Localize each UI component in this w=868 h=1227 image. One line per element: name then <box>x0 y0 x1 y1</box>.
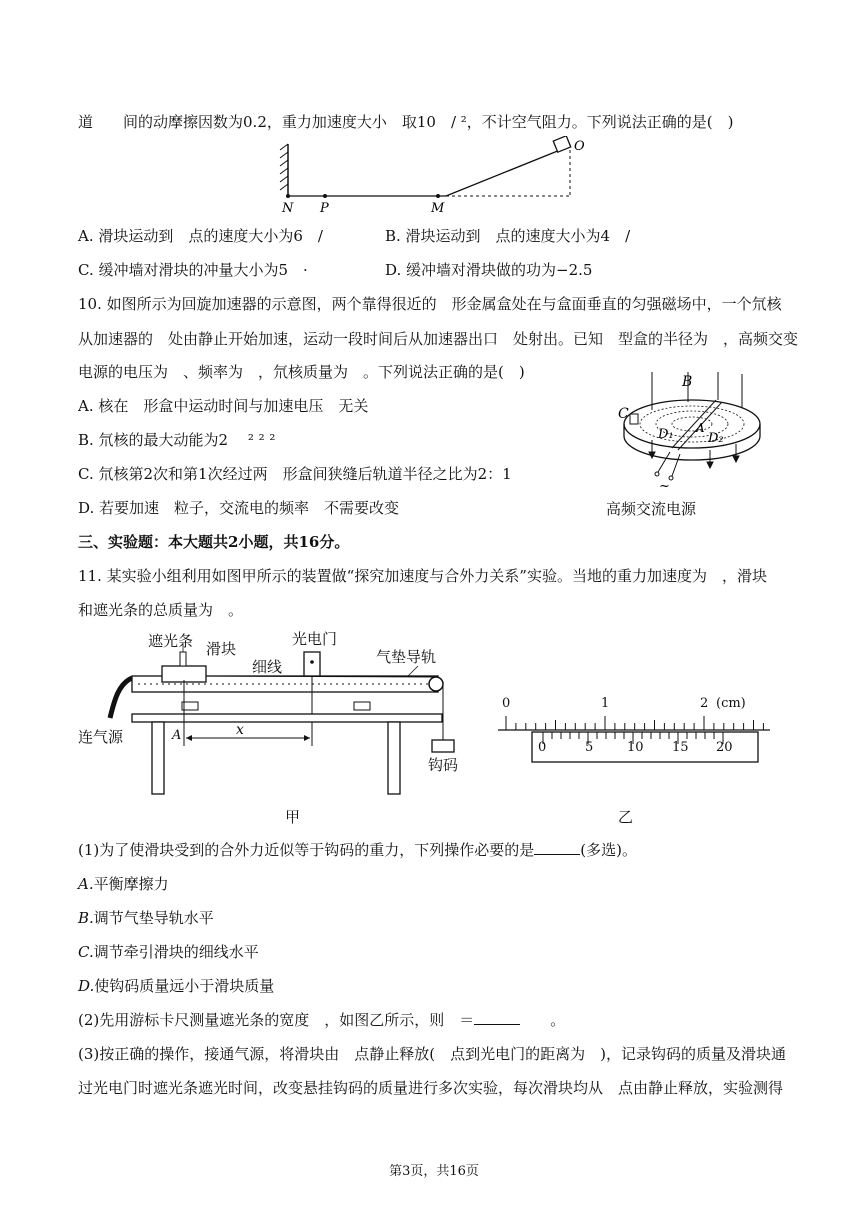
q11-part-1-tail: (多选)。 <box>580 841 637 859</box>
q11-part-2 <box>78 1010 565 1030</box>
choice-text: 使钩码质量远小于滑块质量 <box>94 977 275 995</box>
q9-option-d: D. 缓冲墙对滑块做的功为−2.5 <box>385 261 593 279</box>
q9-option-c: C. 缓冲墙对滑块的冲量大小为5 · <box>78 261 308 279</box>
choice-letter: B. <box>78 909 94 927</box>
label-o: O <box>574 139 585 154</box>
q10-option-c: C. 氘核第2次和第1次经过两 形盒间狭缝后轨道半径之比为2：1 <box>78 465 512 483</box>
air-hose <box>110 678 132 718</box>
photogate <box>304 652 320 676</box>
q9-stem-tail: 道 间的动摩擦因数为0.2，重力加速度大小 取10 / ²，不计空气阻力。下列说法正确的是( ) <box>78 113 734 131</box>
choice-text: 调节牵引滑块的细线水平 <box>93 943 259 961</box>
label-c: C <box>618 406 629 422</box>
label-a-point: A <box>172 728 182 743</box>
q10-stem-line-3: 电源的电压为 、频率为 ，氘核质量为 。下列说法正确的是( ) <box>78 363 525 381</box>
vernier-tick-label-15: 15 <box>672 740 689 755</box>
leader-track <box>408 666 418 676</box>
section-3-title: 三、实验题：本大题共2小题，共16分。 <box>78 533 350 551</box>
wall-hatch <box>280 144 288 196</box>
label-d2: D₂ <box>708 431 724 446</box>
q11-choice-a <box>78 874 169 894</box>
vernier-tick-label-20: 20 <box>716 740 733 755</box>
point-p <box>323 194 327 198</box>
fig-jia-caption: 甲 <box>285 808 301 826</box>
label-d1: D₁ <box>658 427 674 442</box>
main-tick-label-2: 2 <box>700 696 709 711</box>
q11-stem-line-2: 和遮光条的总质量为 。 <box>78 601 244 619</box>
pulley <box>429 677 443 691</box>
q11-part-2-text: (2)先用游标卡尺测量遮光条的宽度 ，如图乙所示，则 ＝ <box>78 1011 475 1029</box>
vernier-tick-label-0: 0 <box>538 740 547 755</box>
q11-choice-b <box>78 908 214 928</box>
q11-part-2-answer-blank[interactable] <box>474 1010 520 1025</box>
table-top <box>132 714 442 722</box>
q11-part-2-tail: 。 <box>520 1011 566 1029</box>
label-m: M <box>431 201 445 216</box>
vernier-tick-label-5: 5 <box>585 740 594 755</box>
source-leads <box>655 452 680 480</box>
shield-strip <box>180 652 186 666</box>
q11-part-3-line-1: (3)按正确的操作，接通气源，将滑块由 点静止释放( 点到光电门的距离为 )，记录钩码的质量及滑块通 <box>78 1045 786 1063</box>
q11-choice-c <box>78 942 259 962</box>
q10-stem-line-1: 10. 如图所示为回旋加速器的示意图，两个靠得很近的 形金属盒处在与盒面垂直的匀强磁场中，一个氘核 <box>78 295 782 313</box>
label-b: B <box>682 374 693 390</box>
label-weight: 钩码 <box>428 756 459 774</box>
q10-option-d: D. 若要加速 粒子，交流电的频率 不需要改变 <box>78 499 400 517</box>
choice-letter: C. <box>78 943 94 961</box>
vernier-tick-label-10: 10 <box>627 740 644 755</box>
q11-part-1 <box>78 840 637 860</box>
main-scale-ticks <box>506 716 763 730</box>
label-photogate: 光电门 <box>292 630 338 648</box>
q10-option-b: B. 氘核的最大动能为2 ² ² ² <box>78 431 276 449</box>
label-air-source: 连气源 <box>78 728 124 746</box>
label-slider: 滑块 <box>206 640 237 658</box>
main-tick-unit: (cm) <box>716 696 746 711</box>
table-leg-right <box>388 722 400 794</box>
point-n <box>286 194 290 198</box>
q9-option-a: A. 滑块运动到 点的速度大小为6 / <box>78 227 323 245</box>
choice-text: 调节气垫导轨水平 <box>93 909 214 927</box>
label-shield: 遮光条 <box>148 632 194 650</box>
label-x: x <box>236 722 244 738</box>
label-tilde: ~ <box>659 479 670 494</box>
q10-stem-line-2: 从加速器的 处由静止开始加速，运动一段时间后从加速器出口 处射出。已知 型盒的半径为 ，高频交变 <box>78 330 799 348</box>
x-arrow-left <box>186 735 192 741</box>
q9-option-b: B. 滑块运动到 点的速度大小为4 / <box>385 227 631 245</box>
dee-top <box>624 400 760 448</box>
choice-text: 平衡摩擦力 <box>93 875 169 893</box>
fig-yi-caption: 乙 <box>618 808 634 826</box>
choice-letter: D. <box>78 977 95 995</box>
point-m <box>436 194 440 198</box>
photogate-dot <box>310 660 314 664</box>
slider-block <box>162 666 206 682</box>
label-p: P <box>320 201 329 216</box>
table-leg-left <box>152 722 164 794</box>
page-footer: 第3页，共16页 <box>389 1164 479 1179</box>
label-rope: 细线 <box>252 658 283 676</box>
label-n: N <box>282 201 294 216</box>
q9-incline-figure <box>270 136 600 218</box>
weight-block <box>432 740 454 752</box>
track-support-right <box>354 702 370 710</box>
q10-figure-caption: 高频交流电源 <box>606 500 697 518</box>
main-tick-label-0: 0 <box>502 696 511 711</box>
x-arrow-right <box>304 735 310 741</box>
q10-cyclotron-figure <box>612 372 772 500</box>
incline-line <box>446 146 570 196</box>
q11-part-3-line-2: 过光电门时遮光条遮光时间，改变悬挂钩码的质量进行多次实验，每次滑块均从 点由静止释放，实验测得 <box>78 1079 784 1097</box>
q11-stem-line-1: 11. 某实验小组利用如图甲所示的装置做“探究加速度与合外力关系”实验。当地的重力加速度为 ，滑块 <box>78 567 767 585</box>
slider-block <box>553 136 570 152</box>
q11-part-1-answer-blank[interactable] <box>534 840 580 855</box>
q10-option-a: A. 核在 形盒中运动时间与加速电压 无关 <box>78 397 369 415</box>
q11-choice-d <box>78 976 274 996</box>
choice-letter: A. <box>78 875 94 893</box>
main-tick-label-1: 1 <box>601 696 610 711</box>
label-air-track: 气垫导轨 <box>376 648 437 666</box>
exit-slot <box>630 414 638 424</box>
label-a: A <box>696 421 705 435</box>
q11-part-1-text: (1)为了使滑块受到的合外力近似等于钩码的重力，下列操作必要的是 <box>78 841 535 859</box>
